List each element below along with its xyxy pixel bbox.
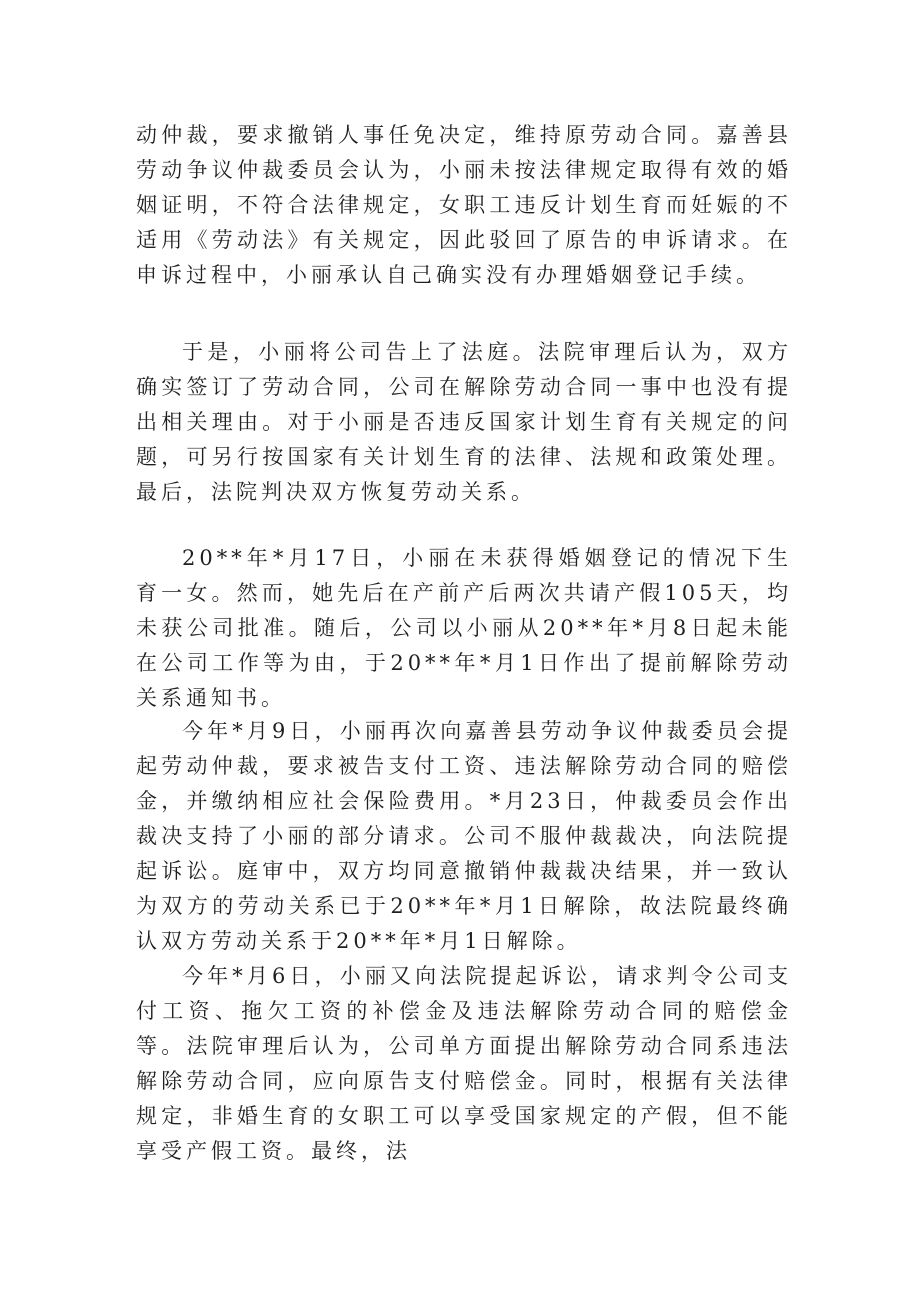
paragraph-2: 于是，小丽将公司告上了法庭。法院审理后认为，双方确实签订了劳动合同，公司在解除劳动合同一事中也没有提出相关理由。对于小丽是否违反国家计划生育有关规定的问题，可另行按国家有关计划生育的法律、法规和政策处理。最后，法院判决双方恢复劳动关系。 — [136, 340, 792, 504]
document-body-4 — [136, 714, 792, 959]
paragraph-5: 今年*月6日，小丽又向法院提起诉讼，请求判令公司支付工资、拖欠工资的补偿金及违法解除劳动合同的赔偿金等。法院审理后认为，公司单方面提出解除劳动合同系违法解除劳动合同，应向原告支付赔偿金。同时，根据有关法律规定，非婚生育的女职工可以享受国家规定的产假，但不能享受产假工资。最终，法 — [136, 964, 792, 1163]
document-body-1 — [136, 118, 792, 293]
document-body-3 — [136, 541, 792, 716]
paragraph-4: 今年*月9日，小丽再次向嘉善县劳动争议仲裁委员会提起劳动仲裁，要求被告支付工资、违法解除劳动合同的赔偿金，并缴纳相应社会保险费用。*月23日，仲裁委员会作出裁决支持了小丽的部分请求。公司不服仲裁裁决，向法院提起诉讼。庭审中，双方均同意撤销仲裁裁决结果，并一致认为双方的劳动关系已于20**年*月1日解除，故法院最终确认双方劳动关系于20**年*月1日解除。 — [136, 719, 792, 953]
document-body-5 — [136, 959, 792, 1169]
paragraph-3: 20**年*月17日，小丽在未获得婚姻登记的情况下生育一女。然而，她先后在产前产后两次共请产假105天，均未获公司批准。随后，公司以小丽从20**年*月8日起未能在公司工作等为由，于20**年*月1日作出了提前解除劳动关系通知书。 — [136, 546, 792, 710]
document-body-2 — [136, 335, 792, 510]
paragraph-1: 动仲裁，要求撤销人事任免决定，维持原劳动合同。嘉善县劳动争议仲裁委员会认为，小丽未按法律规定取得有效的婚姻证明，不符合法律规定，女职工违反计划生育而妊娠的不适用《劳动法》有关规定，因此驳回了原告的申诉请求。在申诉过程中，小丽承认自己确实没有办理婚姻登记手续。 — [136, 123, 792, 287]
